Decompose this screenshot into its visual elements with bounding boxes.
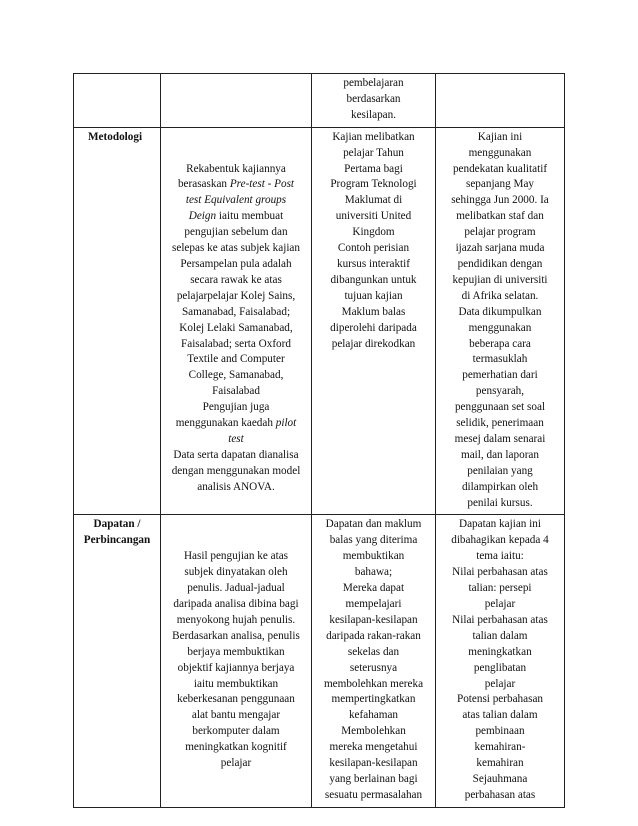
- cell-line: Membolehkan: [341, 725, 406, 738]
- cell-line: Dapatan kajian ini: [458, 518, 541, 531]
- table-row: [74, 127, 565, 515]
- table-cell-c3: [436, 74, 565, 128]
- table-row: [74, 74, 565, 128]
- cell-line: penulis. Jadual-jadual: [187, 582, 285, 595]
- cell-line: beberapa cara: [469, 337, 531, 350]
- cell-line: melibatkan staf dan: [456, 210, 544, 223]
- cell-line: pelajarpelajar Kolej Sains,: [176, 289, 296, 302]
- cell-line: keberkesanan penggunaan: [177, 693, 295, 706]
- cell-line: dibahagikan kepada 4: [451, 534, 549, 547]
- row-label-cell: [74, 515, 161, 807]
- cell-line: termasuklah: [472, 353, 528, 366]
- cell-line: berasaskan Pre-test - Post: [177, 178, 295, 191]
- cell-line: berkomputer dalam: [192, 725, 280, 738]
- cell-line: mereka mengetahui: [329, 741, 418, 754]
- cell-line: pendidikan dengan: [457, 257, 543, 270]
- cell-line: pembelajaran: [343, 77, 404, 89]
- cell-line: test Equivalent groups: [185, 194, 287, 207]
- cell-line: [164, 533, 308, 549]
- cell-line: kemahiran: [476, 757, 524, 770]
- cell-line: kesilapan.: [350, 108, 397, 121]
- cell-line: sepanjang May: [465, 178, 535, 191]
- table-cell-c2: [312, 515, 436, 807]
- cell-line: Hasil pengujian ke atas: [183, 550, 289, 563]
- cell-line: pemerhatian dari: [462, 369, 538, 382]
- cell-line: selepas ke atas subjek kajian: [172, 242, 300, 255]
- row-label: Dapatan /: [93, 518, 141, 531]
- cell-line: kesilapan-kesilapan: [329, 757, 418, 770]
- cell-line: mempelajari: [345, 598, 402, 610]
- cell-line: menyokong hujah penulis.: [176, 613, 296, 626]
- cell-line: meningkatkan kognitif: [185, 741, 287, 754]
- table-cell-c1: [161, 127, 312, 515]
- cell-line: menggunakan: [468, 146, 532, 159]
- cell-line: Persampelan pula adalah: [180, 257, 292, 270]
- cell-line: menggunakan: [468, 321, 532, 334]
- cell-line: Samanabad, Faisalabad;: [181, 305, 291, 318]
- cell-line: Program Teknologi: [330, 178, 417, 191]
- row-label: Perbincangan: [83, 534, 151, 547]
- cell-line: pelajar program: [464, 226, 536, 239]
- cell-line: pengujian sebelum dan: [184, 226, 288, 239]
- cell-line: kemahiran-: [474, 741, 526, 754]
- cell-line: Mereka dapat: [342, 582, 405, 595]
- cell-line: universiti United: [335, 210, 412, 223]
- cell-line: diperolehi daripada: [330, 321, 417, 334]
- cell-line: pensyarah,: [475, 385, 525, 398]
- review-table: [73, 73, 565, 808]
- table-cell-c3: [436, 127, 565, 515]
- cell-line: balas yang diterima: [329, 534, 418, 547]
- cell-line: mail, dan laporan: [461, 448, 539, 461]
- cell-line: Kajian ini: [477, 130, 523, 143]
- cell-line: seterusnya: [349, 661, 398, 674]
- cell-line: sehingga Jun 2000. Ia: [451, 194, 549, 207]
- cell-line: Sejauhmana: [472, 772, 528, 785]
- cell-line: kesilapan-kesilapan: [329, 613, 418, 626]
- cell-line: mesej dalam senarai: [454, 432, 546, 445]
- cell-line: yang berlainan bagi: [329, 772, 418, 785]
- cell-line: [164, 517, 308, 533]
- cell-line: kepujian di universiti: [452, 273, 548, 286]
- cell-line: Kajian melibatkan: [332, 130, 415, 143]
- cell-line: Dapatan dan maklum: [325, 518, 422, 531]
- cell-line: selidik, penerimaan: [456, 417, 544, 430]
- cell-line: tema iaitu:: [476, 550, 524, 563]
- cell-line: pelajar Tahun: [343, 146, 404, 159]
- cell-line: pelajar direkodkan: [331, 337, 416, 350]
- cell-line: penglibatan: [473, 661, 527, 674]
- cell-line: objektif kajiannya berjaya: [177, 661, 295, 674]
- table-row: [74, 515, 565, 807]
- cell-line: kefahaman: [348, 709, 399, 722]
- cell-line: Maklumat di: [344, 194, 403, 207]
- cell-line: subjek dinyatakan oleh: [184, 566, 288, 579]
- cell-line: Faisalabad: [212, 385, 260, 398]
- cell-line: Pengujian juga: [202, 401, 270, 414]
- cell-line: [164, 130, 308, 146]
- cell-line: berjaya membuktikan: [187, 645, 285, 658]
- cell-line: Maklum balas: [341, 305, 406, 318]
- cell-line: analisis ANOVA.: [197, 480, 275, 493]
- cell-line: meningkatkan: [468, 645, 532, 658]
- cell-line: pelajar: [220, 757, 252, 770]
- cell-line: talian: persepi: [468, 582, 532, 595]
- cell-line: iaitu membuktikan: [193, 677, 279, 690]
- table-cell-c2: [312, 74, 436, 128]
- cell-line: perbahasan atas: [464, 788, 536, 801]
- cell-line: Deign iaitu membuat: [188, 210, 284, 223]
- cell-line: membolehkan mereka: [323, 677, 424, 690]
- cell-line: Data dikumpulkan: [458, 305, 542, 318]
- cell-line: talian dalam: [472, 629, 528, 642]
- cell-line: pelajar: [484, 677, 516, 690]
- cell-line: Data serta dapatan dianalisa: [173, 448, 299, 461]
- cell-line: Faisalabad; serta Oxford: [181, 337, 291, 350]
- cell-line: Textile and Computer: [187, 353, 285, 366]
- cell-line: dengan menggunakan model: [171, 464, 301, 477]
- cell-line: Rekabentuk kajiannya: [186, 162, 286, 175]
- table-cell-c1: [161, 74, 312, 128]
- table-cell-c1: [161, 515, 312, 807]
- cell-line: test: [228, 432, 244, 445]
- cell-line: [164, 146, 308, 162]
- cell-line: pelajar: [484, 598, 516, 610]
- cell-line: daripada analisa dibina bagi: [173, 598, 299, 610]
- cell-line: sekelas dan: [347, 645, 400, 658]
- cell-line: atas talian dalam: [462, 709, 538, 722]
- cell-line: penilai kursus.: [467, 496, 533, 509]
- cell-line: dilampirkan oleh: [461, 480, 539, 493]
- cell-line: di Afrika selatan.: [461, 289, 539, 302]
- table-cell-c3: [436, 515, 565, 807]
- cell-line: Nilai perbahasan atas: [452, 566, 548, 579]
- cell-line: Berdasarkan analisa, penulis: [172, 629, 300, 642]
- cell-line: kursus interaktif: [336, 257, 410, 270]
- cell-line: membuktikan: [342, 550, 405, 563]
- cell-line: Kolej Lelaki Samanabad,: [179, 321, 293, 334]
- cell-line: Kingdom: [352, 226, 395, 239]
- cell-line: mempertingkatkan: [331, 693, 416, 706]
- cell-line: tujuan kajian: [344, 289, 403, 302]
- cell-line: sesuatu permasalahan: [324, 788, 423, 801]
- row-label: Metodologi: [88, 130, 143, 143]
- cell-line: berdasarkan: [346, 92, 401, 105]
- row-label-cell: [74, 127, 161, 515]
- cell-line: daripada rakan-rakan: [326, 629, 421, 642]
- cell-line: penilaian yang: [467, 464, 533, 477]
- cell-line: alat bantu mengajar: [191, 709, 281, 722]
- cell-line: Contoh perisian: [337, 242, 410, 255]
- cell-line: Pertama bagi: [344, 162, 403, 175]
- cell-line: ijazah sarjana muda: [455, 242, 545, 255]
- cell-line: pembinaan: [475, 725, 525, 738]
- table-cell-c2: [312, 127, 436, 515]
- cell-line: Potensi perbahasan: [456, 693, 544, 706]
- cell-line: Nilai perbahasan atas: [452, 613, 548, 626]
- cell-line: pendekatan kualitatif: [452, 162, 548, 175]
- cell-line: bahawa;: [354, 566, 393, 579]
- cell-line: menggunakan kaedah pilot: [175, 417, 297, 430]
- cell-line: secara rawak ke atas: [190, 273, 282, 286]
- cell-line: dibangunkan untuk: [330, 273, 417, 286]
- cell-line: penggunaan set soal: [454, 401, 546, 414]
- cell-line: College, Samanabad,: [188, 369, 284, 382]
- row-label-cell: [74, 74, 161, 128]
